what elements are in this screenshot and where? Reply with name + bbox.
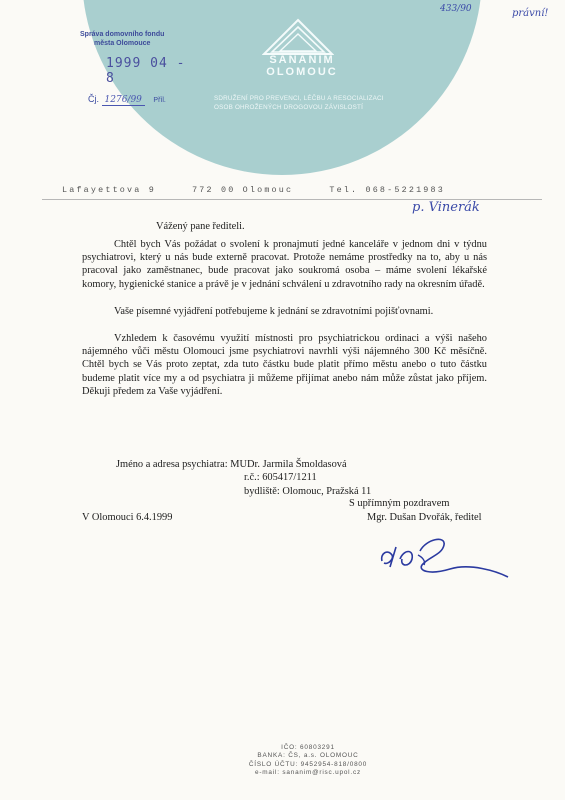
paragraph-1: Chtěl bych Vás požádat o svolení k pronajmutí jedné kanceláře v jednom dni v týdnu psychiatrovi, který u nás bude externě pracovat. Protože nemáme prostředky na to, aby u nás pracoval jako zaměstnanec, bude pracovat jako soukromá osoba – máme svolení lékařské komory, hygienické stanice a právě je v jednání schválení u zdravotního rady na okresním úřadě.: [82, 239, 487, 290]
org-line-2: OSOB OHROŽENÝCH DROGOVOU ZÁVISLOSTÍ: [214, 104, 364, 111]
footer-account: ČÍSLO ÚČTU: 9452954-818/0800: [248, 760, 368, 768]
footer-email: e-mail: sananim@risc.upol.cz: [255, 769, 361, 777]
organization-description: [214, 94, 384, 112]
handwritten-recipient: p. Vinerák: [412, 200, 480, 215]
logo-name: [266, 54, 338, 78]
psychiatrist-address-label: bydliště:: [244, 485, 280, 497]
handwritten-ref-top: 433/90: [440, 4, 472, 14]
psychiatrist-label: Jméno a adresa psychiatra:: [116, 459, 228, 470]
salutation: Vážený pane řediteli.: [156, 221, 245, 232]
psychiatrist-name-line: [116, 458, 371, 471]
paragraph-3: Vzhledem k časovému využití místnosti pro psychiatrickou ordinaci a výši našeho nájemného vůči městu Olomouci jsme psychiatrovi navrhli výši nájemného 300 Kč měsíčně. Chtěl bych se Vás proto zeptat, zda tuto částku bude platit přímo městu anebo o tuto částku budeme platit více my a od psychiatra ji můžeme přijímat anebo nám může zůstat jako příjem. Děkuji předem za Vaše vyjádření.: [82, 333, 487, 397]
handwritten-signature-icon: [370, 525, 520, 595]
letterhead-footer: [238, 744, 378, 778]
psychiatrist-address-line: [244, 485, 371, 498]
letterhead-address: Lafayettova 9 772 00 Olomouc Tel. 068-5221983: [62, 185, 445, 195]
org-line-1: SDRUŽENÍ PRO PREVENCI, LÉČBU A RESOCIALIZACI: [214, 95, 384, 102]
psychiatrist-address-value: Olomouc, Pražská 11: [282, 485, 372, 497]
handwritten-note-top-right: právní!: [512, 8, 549, 19]
paragraph-2: Vaše písemné vyjádření potřebujeme k jednání se zdravotními pojišťovnami.: [114, 305, 434, 317]
rc-value: 605417/1211: [262, 472, 317, 484]
letter-body: [82, 238, 487, 398]
logo-name-line-1: SANANIM: [269, 54, 335, 66]
footer-bank: BANKA: ČS, a.s. OLOMOUC: [257, 752, 359, 760]
closing-greeting: S upřímným pozdravem: [349, 498, 450, 509]
received-stamp: [80, 30, 198, 105]
footer-ico: IČO: 60803291: [281, 744, 335, 751]
place-and-date: V Olomouci 6.4.1999: [82, 512, 173, 523]
stamp-line-2: města Olomouce: [94, 40, 151, 47]
stamp-line-1: Správa domovního fondu: [80, 31, 165, 38]
stamp-cj-label: Čj.: [88, 94, 99, 104]
psychiatrist-info: [116, 458, 371, 498]
psychiatrist-name: MUDr. Jarmila Šmoldasová: [230, 459, 347, 470]
stamp-cj-value: 1276/99: [102, 95, 145, 106]
psychiatrist-rc-line: [244, 471, 371, 484]
stamp-reference: [88, 94, 198, 105]
stamp-pril-label: Příl.: [153, 97, 166, 104]
sananim-logo-icon: [262, 18, 334, 58]
stamp-date: 1999 04 - 8: [106, 56, 186, 86]
rc-label: r.č.:: [244, 472, 260, 484]
logo-name-line-2: OLOMOUC: [266, 66, 338, 78]
signatory: Mgr. Dušan Dvořák, ředitel: [367, 512, 482, 523]
